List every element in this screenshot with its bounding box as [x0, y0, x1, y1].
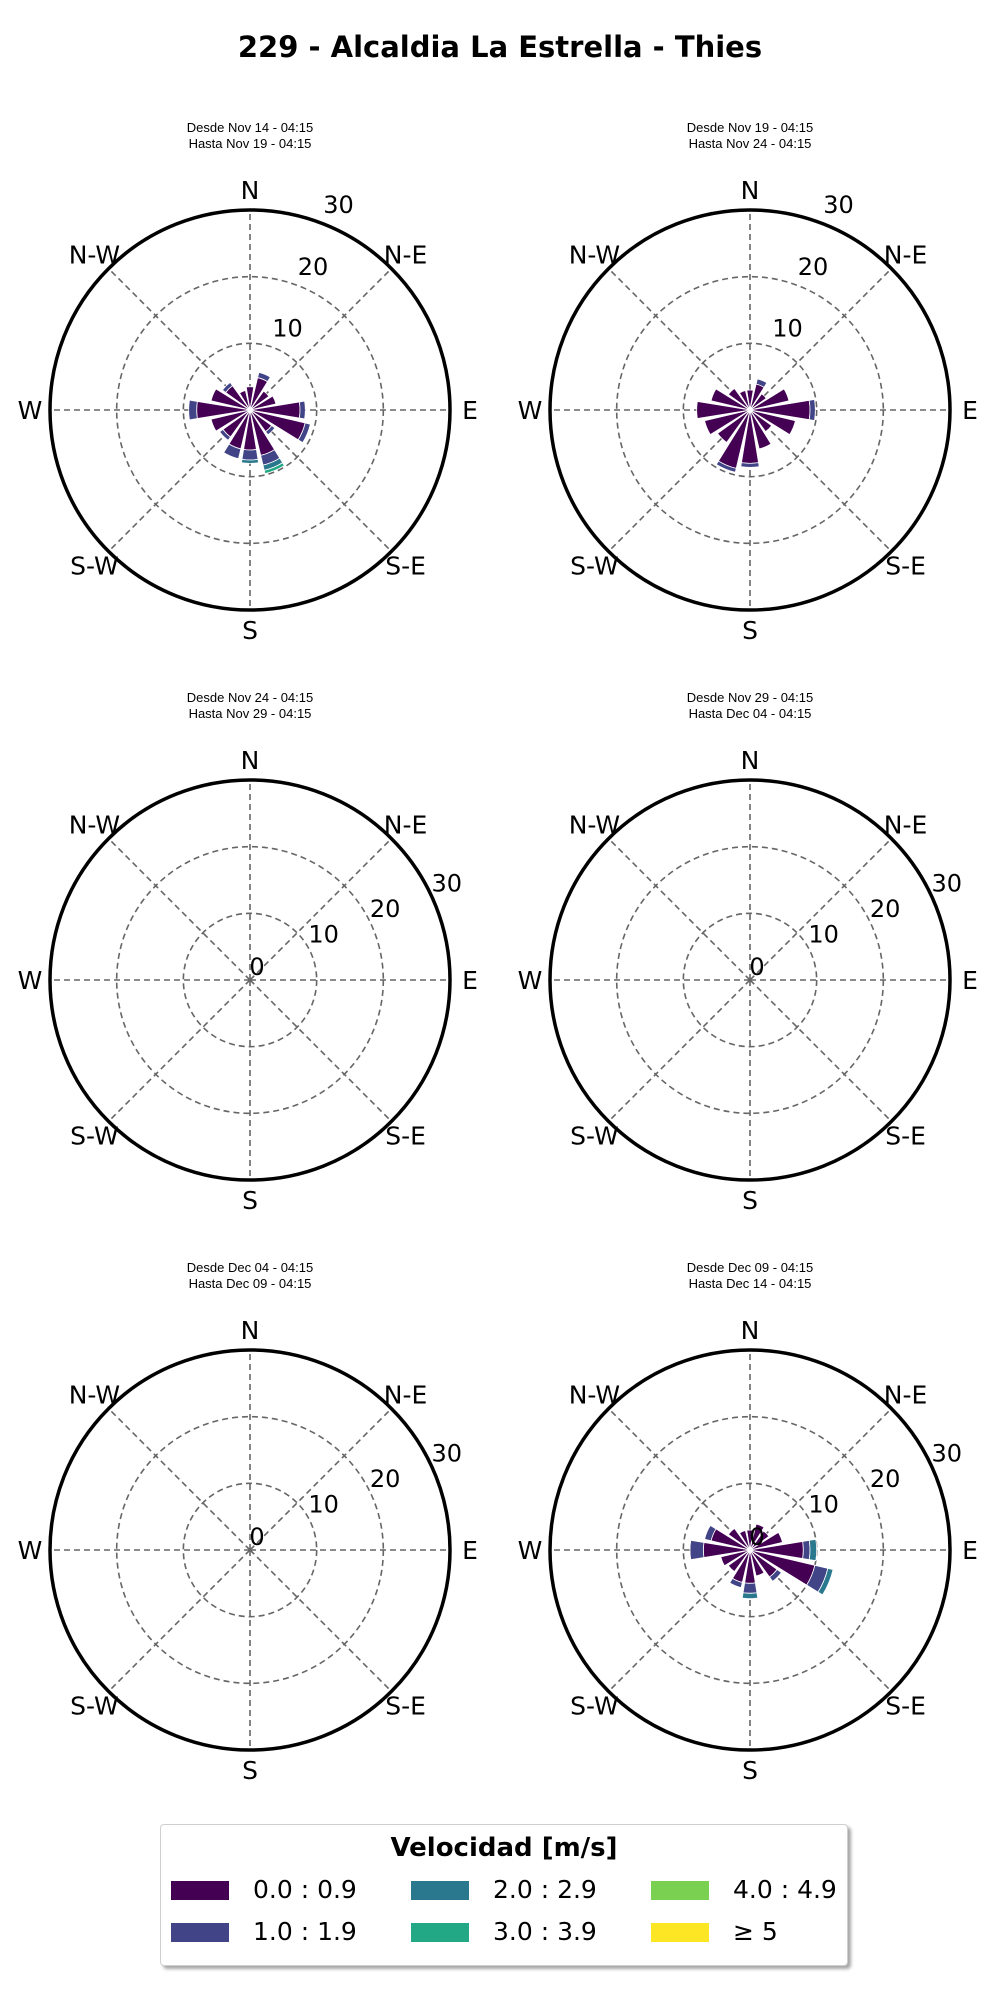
direction-label: W — [17, 966, 43, 995]
wind-bar — [690, 1540, 704, 1559]
direction-label: N — [240, 1316, 260, 1345]
direction-label: N-W — [568, 1380, 621, 1410]
direction-label: S-E — [885, 1121, 926, 1151]
subtitle-from: Desde Nov 29 - 04:15 — [686, 690, 814, 705]
legend-swatch — [651, 1923, 709, 1942]
grid-spoke — [609, 980, 750, 1121]
windrose-panel — [0, 690, 500, 1250]
direction-label: S-W — [570, 551, 619, 581]
subtitle-to: Hasta Nov 29 - 04:15 — [188, 706, 312, 721]
legend-swatch — [171, 1881, 229, 1900]
wind-bar — [299, 401, 305, 419]
direction-label: S-E — [385, 551, 426, 581]
radial-tick-label: 20 — [297, 252, 329, 281]
radial-tick-label: 10 — [808, 1490, 839, 1519]
direction-label: S-W — [570, 1121, 619, 1151]
legend-label: 1.0 : 1.9 — [253, 1917, 357, 1946]
direction-label: W — [517, 396, 543, 425]
wind-bar — [242, 449, 258, 460]
direction-label: S-E — [885, 1691, 926, 1721]
radial-tick-label: 30 — [823, 191, 854, 220]
wind-bar — [803, 1540, 810, 1559]
legend-label: 3.0 : 3.9 — [493, 1917, 597, 1946]
direction-label: S — [242, 1756, 258, 1785]
direction-label: E — [462, 966, 478, 995]
windrose-panel — [0, 1260, 500, 1820]
direction-label: N — [240, 746, 260, 775]
direction-label: W — [517, 1536, 543, 1565]
grid-spoke — [750, 410, 891, 551]
grid-spoke — [250, 269, 391, 410]
direction-label: N-E — [383, 240, 428, 270]
windrose-svg — [500, 120, 1000, 680]
figure-title: 229 - Alcaldia La Estrella - Thies — [237, 30, 763, 64]
radial-tick-label: 0 — [249, 953, 265, 981]
direction-label: S — [242, 616, 258, 645]
direction-label: N-W — [68, 810, 121, 840]
legend-swatch — [411, 1881, 469, 1900]
legend-label: ≥ 5 — [733, 1917, 778, 1946]
windrose-panel — [500, 1260, 1000, 1820]
radial-tick-label: 30 — [431, 869, 463, 898]
direction-label: S — [242, 1186, 258, 1215]
direction-label: E — [462, 396, 478, 425]
direction-label: S-W — [570, 1691, 619, 1721]
direction-label: W — [17, 396, 43, 425]
legend-swatch — [651, 1881, 709, 1900]
subtitle-from: Desde Nov 19 - 04:15 — [686, 120, 814, 135]
grid-spoke — [109, 839, 250, 980]
grid-spoke — [750, 980, 891, 1121]
grid-spoke — [609, 1550, 750, 1691]
wind-bar — [741, 463, 759, 468]
legend-label: 2.0 : 2.9 — [493, 1875, 597, 1904]
radial-tick-label: 0 — [249, 1523, 265, 1551]
subtitle-from: Desde Nov 14 - 04:15 — [186, 120, 314, 135]
grid-spoke — [750, 269, 891, 410]
direction-label: N-W — [68, 1380, 121, 1410]
direction-label: N — [740, 746, 760, 775]
direction-label: N — [740, 176, 760, 205]
radial-tick-label: 10 — [272, 314, 303, 343]
windrose-panel — [0, 120, 500, 680]
legend-label: 0.0 : 0.9 — [253, 1875, 357, 1904]
direction-label: S — [742, 1186, 758, 1215]
radial-tick-label: 0 — [749, 953, 765, 981]
direction-label: N-E — [383, 1380, 428, 1410]
grid-spoke — [250, 1550, 391, 1691]
windrose-panel — [500, 120, 1000, 680]
grid-spoke — [109, 980, 250, 1121]
direction-label: N-W — [568, 810, 621, 840]
radial-tick-label: 10 — [308, 920, 339, 949]
direction-label: S — [742, 616, 758, 645]
direction-label: E — [462, 1536, 478, 1565]
direction-label: N-E — [883, 810, 928, 840]
subtitle-from: Desde Dec 04 - 04:15 — [186, 1260, 314, 1275]
wind-bar — [809, 1539, 816, 1560]
legend-label: 4.0 : 4.9 — [733, 1875, 837, 1904]
subtitle-to: Hasta Dec 14 - 04:15 — [688, 1276, 812, 1291]
direction-label: N — [240, 176, 260, 205]
radial-tick-label: 10 — [808, 920, 839, 949]
legend-swatch — [411, 1923, 469, 1942]
windrose-svg — [0, 120, 500, 680]
radial-tick-label: 10 — [772, 314, 803, 343]
direction-label: S-W — [70, 1121, 119, 1151]
radial-tick-label: 20 — [869, 894, 901, 923]
windrose-panel — [500, 690, 1000, 1250]
grid-spoke — [609, 839, 750, 980]
direction-label: W — [517, 966, 543, 995]
legend — [160, 1824, 848, 1966]
direction-label: S-W — [70, 551, 119, 581]
radial-tick-label: 30 — [323, 191, 354, 220]
radial-tick-label: 20 — [869, 1464, 901, 1493]
direction-label: N-W — [568, 240, 621, 270]
wind-bar — [809, 400, 815, 421]
subtitle-to: Hasta Nov 19 - 04:15 — [188, 136, 312, 151]
subtitle-from: Desde Nov 24 - 04:15 — [186, 690, 314, 705]
subtitle-to: Hasta Dec 04 - 04:15 — [688, 706, 812, 721]
wind-bar — [189, 400, 198, 420]
windrose-svg — [500, 690, 1000, 1250]
direction-label: E — [962, 966, 978, 995]
radial-tick-label: 30 — [931, 869, 963, 898]
wind-bar — [743, 1583, 757, 1593]
radial-tick-label: 10 — [308, 1490, 339, 1519]
radial-tick-label: 0 — [749, 1523, 765, 1551]
subtitle-from: Desde Dec 09 - 04:15 — [686, 1260, 814, 1275]
direction-label: W — [17, 1536, 43, 1565]
radial-tick-label: 30 — [931, 1439, 963, 1468]
direction-label: N — [740, 1316, 760, 1345]
direction-label: N-E — [883, 240, 928, 270]
grid-spoke — [609, 1409, 750, 1550]
wind-bar — [241, 459, 258, 463]
radial-tick-label: 20 — [797, 252, 829, 281]
subtitle-to: Hasta Nov 24 - 04:15 — [688, 136, 812, 151]
windrose-svg — [0, 690, 500, 1250]
direction-label: S — [742, 1756, 758, 1785]
windrose-svg — [0, 1260, 500, 1820]
direction-label: S-E — [385, 1691, 426, 1721]
grid-spoke — [109, 1550, 250, 1691]
direction-label: N-W — [68, 240, 121, 270]
direction-label: E — [962, 396, 978, 425]
radial-tick-label: 30 — [431, 1439, 463, 1468]
radial-tick-label: 20 — [369, 1464, 401, 1493]
legend-title: Velocidad [m/s] — [390, 1833, 618, 1863]
windrose-svg — [500, 1260, 1000, 1820]
grid-spoke — [609, 269, 750, 410]
wind-bar — [742, 1593, 758, 1599]
subtitle-to: Hasta Dec 09 - 04:15 — [188, 1276, 312, 1291]
direction-label: N-E — [883, 1380, 928, 1410]
direction-label: S-E — [385, 1121, 426, 1151]
grid-spoke — [109, 1409, 250, 1550]
grid-spoke — [250, 980, 391, 1121]
direction-label: S-E — [885, 551, 926, 581]
direction-label: S-W — [70, 1691, 119, 1721]
direction-label: E — [962, 1536, 978, 1565]
direction-label: N-E — [383, 810, 428, 840]
legend-swatch — [171, 1923, 229, 1942]
radial-tick-label: 20 — [369, 894, 401, 923]
